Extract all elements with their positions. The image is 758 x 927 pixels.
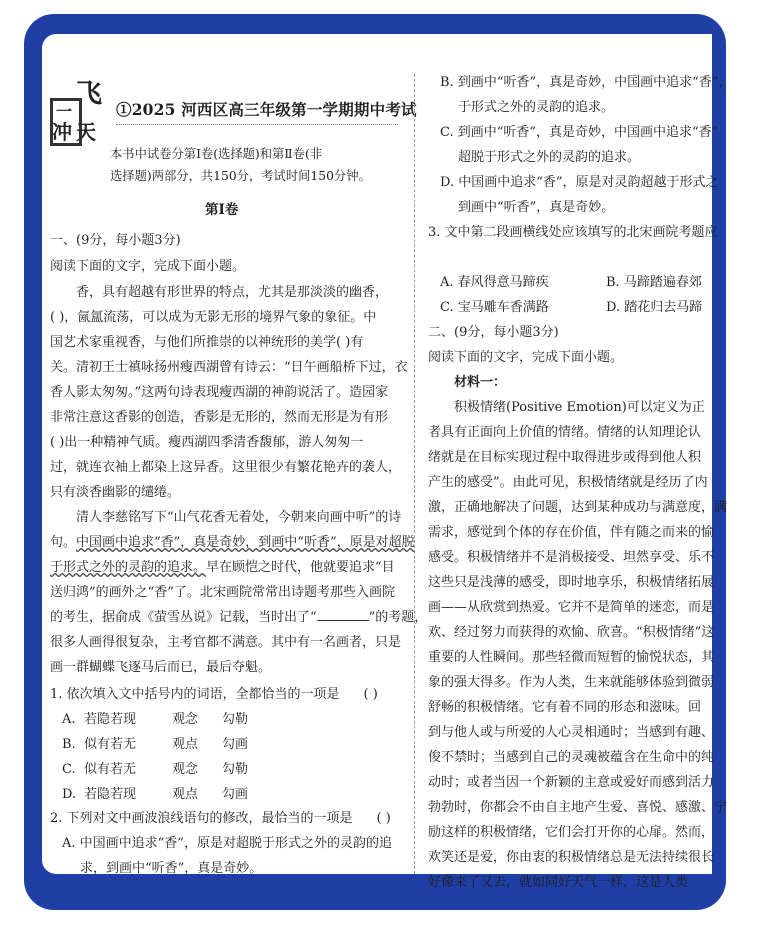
wavy-underlined-sentence: 中国画中追求“香”，真是奇妙，到画中“听香”，原是对超脱 — [76, 535, 415, 550]
question-2-stem: 2. 下列对文中画波浪线语句的修改，最恰当的一项是 ( ) — [50, 811, 391, 826]
question-3-stem: 3. 文中第二段画横线处应该填写的北宋画院考题应 — [428, 225, 718, 240]
material-line: 俊不禁时；当感到自己的灵魂被蕴含在生命中的纯 — [428, 750, 715, 765]
title-divider — [116, 124, 398, 125]
material-label: 材料一： — [454, 375, 507, 390]
question-2-option-c-cont: 超脱于形式之外的灵韵的追求。 — [458, 150, 641, 165]
passage-line: 画一群蝴蝶飞逐马后而已，最后夺魁。 — [50, 660, 272, 675]
question-1-option[interactable]: A. 若隐若现 观念 勾勒 — [62, 712, 249, 727]
passage-line: 香人影太匆匆。”这两句诗表现瘦西湖的神韵说活了。造园家 — [50, 385, 389, 400]
material-line: 这些只是浅薄的感受，即时地享乐，积极情绪拓展 — [428, 575, 715, 590]
passage-line: 的考生，据俞成《萤雪丛说》记载，当时出了“ ”的考题， — [50, 605, 427, 630]
question-2-option-a-cont: 求，到画中“听香”，真是奇妙。 — [80, 861, 263, 876]
question-2-option-b[interactable]: B. 到画中“听香”，真是奇妙，中国画中追求“香”， — [440, 75, 732, 90]
material-line: 象的强大得多。作为人类，生来就能够体验到微弱 — [428, 675, 715, 690]
material-line: 勃勃时，你都会不由自主地产生爱、喜悦、感激、宁 — [428, 800, 728, 815]
exam-notice-line: 选择题)两部分，共150分，考试时间150分钟。 — [110, 169, 371, 183]
passage-line: ( )出一种精神气质。瘦西湖四季清香馥郁，游人匆匆一 — [50, 435, 364, 450]
section-heading: 二、(9分，每小题3分) — [428, 325, 559, 340]
exam-notice-line: 本书中试卷分第Ⅰ卷(选择题)和第Ⅱ卷(非 — [110, 147, 323, 161]
material-line: 好像来了又去，就如同好天气一样，这是人类 — [428, 875, 689, 890]
material-line: 到与他人或与所爱的人心灵相通时；当感到有趣、 — [428, 725, 715, 740]
material-line: 绪就是在目标实现过程中取得进步或得到他人积 — [428, 450, 702, 465]
material-line: 动时；或者当因一个新颖的主意或爱好而感到活力 — [428, 775, 715, 790]
material-line: 欢、经过努力而获得的欢愉、欣喜。“积极情绪”这 — [428, 625, 715, 640]
question-3-option[interactable]: D. 踏花归去马蹄 — [606, 300, 703, 315]
passage-line: 关。清初王士禛咏扬州瘦西湖曾有诗云：“日午画船桥下过，衣 — [50, 360, 408, 375]
passage-line: 送归鸿”的画外之“香”了。北宋画院常常出诗题考那些入画院 — [50, 585, 395, 600]
passage-line: 国艺术家重视香，与他们所推崇的以神统形的美学( )有 — [50, 335, 364, 350]
question-3-option[interactable]: C. 宝马雕车香满路 — [440, 300, 549, 315]
answer-blank — [317, 607, 369, 621]
section-heading: 一、(9分，每小题3分) — [50, 233, 181, 248]
part-heading: 第Ⅰ卷 — [205, 202, 239, 218]
passage-line: 很多人画得很复杂，主考官都不满意。其中有一名画者，只是 — [50, 635, 402, 650]
question-2-option-d-cont: 到画中“听香”，真是奇妙。 — [458, 200, 615, 215]
passage-line: 句。中国画中追求“香”，真是奇妙，到画中“听香”，原是对超脱 — [50, 535, 415, 550]
question-1-option[interactable]: C. 似有若无 观念 勾勒 — [62, 762, 249, 777]
exam-paper — [42, 34, 732, 890]
passage-line: 过，就连衣袖上都染上这异香。这里很少有繁花艳卉的袭人， — [50, 460, 402, 475]
question-1-option[interactable]: D. 若隐若现 观点 勾画 — [62, 787, 249, 802]
question-2-option-c[interactable]: C. 到画中“听香”，真是奇妙，中国画中追求“香” — [440, 125, 719, 140]
material-line: 画——从欣赏到热爱。它并不是简单的迷恋，而是 — [428, 600, 715, 615]
passage-line: 只有淡香幽影的缱绻。 — [50, 485, 181, 500]
passage-line: 于形式之外的灵韵的追求。早在顾恺之时代，他就要追求“目 — [50, 560, 395, 575]
question-1-stem: 1. 依次填入文中括号内的词语，全都恰当的一项是 ( ) — [50, 687, 378, 702]
material-line: 舒畅的积极情绪。它有着不同的形态和滋味。回 — [428, 700, 702, 715]
instruction: 阅读下面的文字，完成下面小题。 — [428, 350, 624, 365]
passage-line: 非常注意这香影的创造，香影是无形的，然而无形是为有形 — [50, 410, 389, 425]
material-line: 产生的感受”。由此可见，积极情绪就是经历了内 — [428, 475, 708, 490]
material-line: 积极情绪(Positive Emotion)可以定义为正 — [454, 400, 705, 415]
question-3-option[interactable]: A. 春风得意马蹄疾 — [440, 275, 549, 290]
exam-title: ①2025 河西区高三年级第一学期期中考试 — [116, 100, 417, 119]
question-2-option-b-cont: 于形式之外的灵韵的追求。 — [458, 100, 615, 115]
column-divider — [414, 74, 415, 874]
material-line: 激，正确地解决了问题，达到某种成功与满意度，满 — [428, 500, 728, 515]
question-1-option[interactable]: B. 似有若无 观点 勾画 — [62, 737, 249, 752]
passage-line: 香，具有超越有形世界的特点，尤其是那淡淡的幽香， — [76, 285, 389, 300]
material-line: 感受。积极情绪并不是消极接受、坦然享受、乐不 — [428, 550, 715, 565]
material-line: 重要的人性瞬间。那些轻微而短暂的愉悦状态，其 — [428, 650, 715, 665]
passage-line: 清人李慈铭写下“山气花香无着处，今朝来向画中听”的诗 — [76, 510, 402, 525]
question-2-option-a[interactable]: A. 中国画中追求“香”，原是对超脱于形式之外的灵韵的追 — [62, 836, 392, 851]
material-line: 需求，感觉到个体的存在价值，伴有随之而来的愉 — [428, 525, 715, 540]
material-line: 者具有正面向上价值的情绪。情绪的认知理论认 — [428, 425, 702, 440]
material-line: 励这样的积极情绪，它们会打开你的心扉。然而， — [428, 825, 715, 840]
question-3-option[interactable]: B. 马蹄踏遍春郊 — [606, 275, 702, 290]
wavy-underlined-sentence: 于形式之外的灵韵的追求。 — [50, 560, 207, 575]
passage-line: ( )，氤氲流荡，可以成为无影无形的境界气象的象征。中 — [50, 310, 377, 325]
material-line: 欢笑还是爱，你由衷的积极情绪总是无法持续很长 — [428, 850, 715, 865]
question-2-option-d[interactable]: D. 中国画中追求“香”，原是对灵韵超越于形式之 — [440, 175, 719, 190]
instruction: 阅读下面的文字，完成下面小题。 — [50, 259, 246, 274]
publisher-logo: 飞 一 冲 天 — [52, 79, 103, 144]
